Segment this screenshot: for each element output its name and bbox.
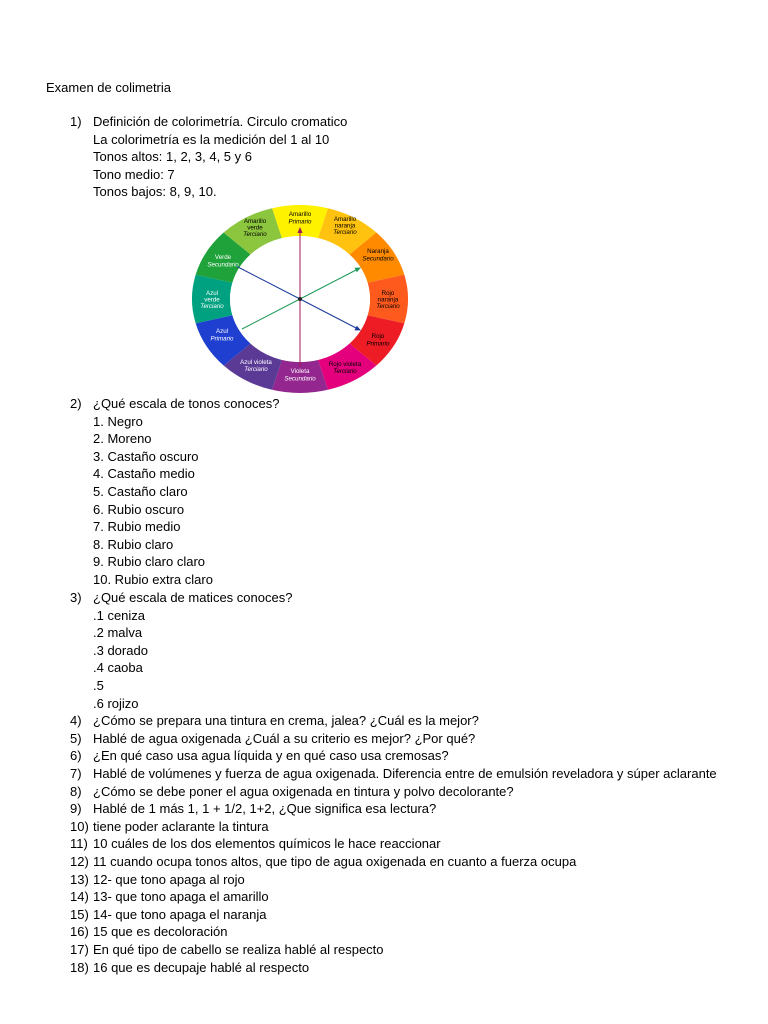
wheel-label-azul-violeta: Azul violeta bbox=[240, 359, 272, 366]
question-number: 4) bbox=[70, 713, 82, 729]
wheel-label-azul: Azul bbox=[215, 328, 229, 335]
wheel-label-amarillo-naranja: Amarillo bbox=[333, 216, 357, 223]
wheel-label-azul-verde: Azul bbox=[205, 290, 219, 297]
wheel-label-violeta: Violeta bbox=[290, 368, 310, 375]
svg-text:Secundario: Secundario bbox=[207, 261, 239, 269]
svg-text:Terciario: Terciario bbox=[376, 303, 400, 310]
list-item-text: 8. Rubio claro bbox=[93, 536, 174, 552]
question-number: 12) bbox=[70, 854, 89, 869]
list-item-text: 9. Rubio claro claro bbox=[93, 554, 205, 570]
svg-text:verde: verde bbox=[247, 224, 263, 232]
wheel-label-verde: Verde bbox=[214, 254, 232, 261]
svg-text:Terciario: Terciario bbox=[243, 231, 267, 238]
list-item-text: .5 bbox=[93, 678, 104, 693]
question-number: 7) bbox=[70, 766, 82, 781]
question-number: 1) bbox=[70, 114, 82, 129]
question-number: 3) bbox=[70, 590, 82, 605]
list-item-text: 5. Castaño claro bbox=[93, 484, 188, 499]
list-item-text: .2 malva bbox=[93, 625, 143, 641]
question-text: ¿Cómo se debe poner el agua oxigenada en tintura y polvo decolorante? bbox=[93, 783, 514, 799]
list-item-text: .6 rojizo bbox=[93, 695, 139, 711]
svg-text:naranja: naranja bbox=[377, 296, 399, 304]
question-text: 14- que tono apaga el naranja bbox=[93, 906, 267, 922]
question-number: 11) bbox=[70, 836, 88, 852]
question-text: ¿En qué caso usa agua líquida y en qué caso usa cremosas? bbox=[93, 748, 449, 764]
list-item-text: 3. Castaño oscuro bbox=[93, 448, 199, 464]
list-item-text: 7. Rubio medio bbox=[93, 519, 181, 535]
list-item-text: .3 dorado bbox=[93, 642, 148, 658]
question-text: 13- que tono apaga el amarillo bbox=[93, 889, 269, 905]
question-text: 16 que es decupaje hablé al respecto bbox=[93, 959, 310, 975]
svg-text:Terciario: Terciario bbox=[333, 229, 357, 236]
question-text: 12- que tono apaga al rojo bbox=[93, 871, 245, 887]
question-text: ¿Qué escala de tonos conoces? bbox=[93, 396, 280, 411]
wheel-label-naranja: Naranja bbox=[367, 248, 389, 255]
svg-text:Secundario: Secundario bbox=[284, 375, 316, 383]
question-number: 18) bbox=[70, 959, 89, 975]
question-text: 15 que es decoloración bbox=[93, 924, 228, 940]
wheel-label-amarillo: Amarillo bbox=[288, 211, 312, 218]
question-number: 10) bbox=[70, 818, 89, 834]
question-text: En qué tipo de cabello se realiza hablé al respecto bbox=[93, 942, 384, 957]
svg-text:Secundario: Secundario bbox=[362, 255, 394, 263]
question-text: Definición de colorimetría. Circulo cromatico bbox=[93, 114, 348, 129]
list-item-text: 10. Rubio extra claro bbox=[93, 572, 213, 587]
list-item-text: .1 ceniza bbox=[93, 607, 146, 623]
question-text: ¿Cómo se prepara una tintura en crema, jalea? ¿Cuál es la mejor? bbox=[93, 713, 479, 729]
question-number: 14) bbox=[70, 889, 89, 905]
svg-text:Terciario: Terciario bbox=[244, 366, 268, 373]
question-text: 10 cuáles de los dos elementos químicos le hace reaccionar bbox=[93, 836, 441, 852]
wheel-label-rojo: Rojo bbox=[371, 333, 385, 340]
question-text: Hablé de agua oxigenada ¿Cuál a su criterio es mejor? ¿Por qué? bbox=[93, 730, 476, 746]
question-number: 5) bbox=[70, 730, 82, 746]
question-number: 17) bbox=[70, 942, 89, 957]
list-item-text: 6. Rubio oscuro bbox=[93, 501, 185, 517]
question-number: 6) bbox=[70, 748, 82, 764]
list-item-text: 2. Moreno bbox=[93, 431, 152, 447]
question-text: Hablé de 1 más 1, 1 + 1/2, 1+2, ¿Que significa esa lectura? bbox=[93, 801, 437, 817]
question-number: 8) bbox=[70, 783, 82, 799]
color-wheel-image bbox=[190, 205, 410, 397]
question-number: 15) bbox=[70, 906, 89, 922]
question-number: 9) bbox=[70, 801, 82, 817]
question-text: ¿Qué escala de matices conoces? bbox=[93, 590, 293, 605]
question-number: 13) bbox=[70, 871, 89, 887]
wheel-label-rojo-violeta: Rojo violeta bbox=[328, 361, 362, 368]
list-item-text: .4 caoba bbox=[93, 660, 143, 676]
question-number: 2) bbox=[70, 396, 82, 411]
question-text: tiene poder aclarante la tintura bbox=[93, 818, 269, 834]
wheel-label-amarillo-verde: Amarillo bbox=[243, 218, 267, 225]
list-item-text: 4. Castaño medio bbox=[93, 466, 195, 482]
wheel-role-amarillo: Primario bbox=[288, 218, 312, 226]
svg-text:Terciario: Terciario bbox=[200, 303, 224, 310]
svg-text:verde: verde bbox=[204, 296, 220, 304]
document-title: Examen de colimetria bbox=[46, 80, 171, 95]
svg-text:Terciario: Terciario bbox=[333, 368, 357, 375]
question-text: Hablé de volúmenes y fuerza de agua oxigenada. Diferencia entre de emulsión reveladora y súper aclarante bbox=[93, 766, 717, 781]
svg-text:Primario: Primario bbox=[366, 340, 390, 348]
svg-text:naranja: naranja bbox=[334, 222, 356, 230]
question-text: 11 cuando ocupa tonos altos, que tipo de agua oxigenada en cuanto a fuerza ocupa bbox=[93, 854, 577, 869]
question-number: 16) bbox=[70, 924, 89, 940]
list-item-text: 1. Negro bbox=[93, 413, 143, 429]
svg-text:Primario: Primario bbox=[210, 335, 234, 343]
wheel-label-rojo-naranja: Rojo bbox=[381, 290, 395, 297]
document-page: Examen de colimetria 1) Definición de colorimetría. Circulo cromatico La colorimetría es la medición del 1 al 10 Tonos altos: 1, 2, 3, 4, 5 y 6 Tono medio: 7 Tonos bajos: 8, 9, 10. Amarillo Primario Amarillo naranja Terciario Naranja Secundario Rojo naranja Terciario Rojo Primario Rojo violeta Terciario Violeta Secundario Azul violeta Terciario Azul Primario Azul verde Terciario Verde Secundario Amarillo verde Terciario 2) ¿Qué escala de tonos conoces? 1. Negro 2. Moreno 3. Castaño oscuro 4. Castaño medio 5. Castaño claro 6. Rubio oscuro 7. Rubio medio 8. Rubio claro 9. Rubio claro claro 10. Rubio extra claro 3) ¿Qué escala de matices conoces? .1 ceniza .2 malva .3 dorado .4 caoba .5 .6 rojizo 4) ¿Cómo se prepara una tintura en crema, jalea? ¿Cuál es la mejor? 5) Hablé de agua oxigenada ¿Cuál a su criterio es mejor? ¿Por qué? 6) ¿En qué caso usa agua líquida y en qué caso usa cremosas? 7) Hablé de volúmenes y fuerza de agua oxigenada. Diferencia entre de emulsión reveladora y súper aclarante 8) ¿Cómo se debe poner el agua oxigenada en tintura y polvo decolorante? 9) Hablé de 1 más 1, 1 + 1/2, 1+2, ¿Que significa esa lectura? 10) tiene poder aclarante la tintura 11) 10 cuáles de los dos elementos químicos le hace reaccionar 12) 11 cuando ocupa tonos altos, que tipo de agua oxigenada en cuanto a fuerza ocupa 13) 12- que tono apaga al rojo 14) 13- que tono apaga el amarillo 15) 14- que tono apaga el naranja 16) 15 que es decoloración 17) En qué tipo de cabello se realiza hablé al respecto 18) 16 que es decupaje hablé al respecto bbox=[46, 80, 717, 975]
